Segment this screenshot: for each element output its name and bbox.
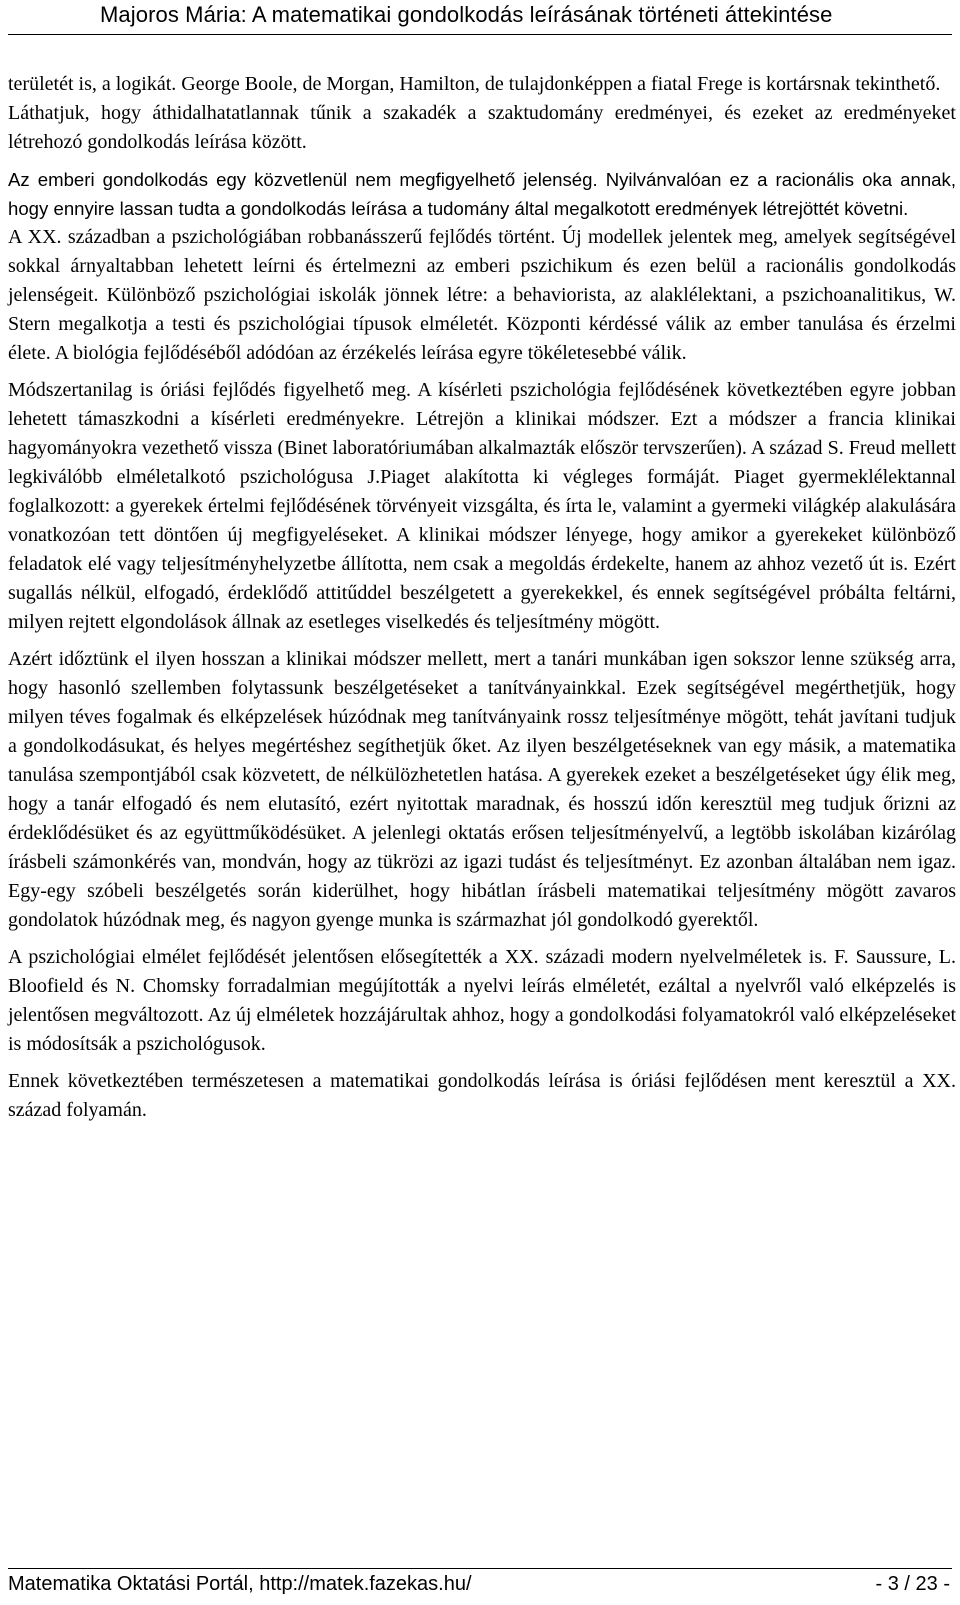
paragraph-3-highlight: Az emberi gondolkodás egy közvetlenül nem megfigyelhető jelenség. Nyilvánvalóan ez a racionális oka annak, hogy ennyire lassan tudta a gondolkodás leírása a tudomány által megalkotott eredmények létrejöttét követni.: [8, 169, 956, 219]
paragraph-5: Módszertanilag is óriási fejlődés figyelhető meg. A kísérleti pszichológia fejlődésének következtében egyre jobban lehetett támaszkodni a kísérleti eredményekre. Létrejön a klinikai módszer. Ezt a módszer a francia klinikai hagyományokra vezethető vissza (Binet laboratóriumában alkalmazták először tervszerűen). A század S. Freud mellett legkiválóbb elméletalkotó pszichológusa J.Piaget alakította ki végleges formáját. Piaget gyermeklélektannal foglalkozott: a gyerekek értelmi fejlődésének törvényeit vizsgálta, és írta le, valamint a gyermeki világkép alakulására vonatkozóan tett döntően új megfigyeléseket. A klinikai módszer lényege, hogy amikor a gyerekeket különböző feladatok elé vagy teljesítményhelyzetbe állította, nem csak a megoldás érdekelte, hanem az ahhoz vezető út is. Ezért sugallás nélkül, elfogadó, érdeklődő attitűddel beszélgetett a gyerekekkel, és ennek segítségével próbálta feltárni, milyen rejtett elgondolások állnak az esetleges viselkedés és teljesítmény mögött.: [8, 379, 956, 633]
footer-portal-link[interactable]: Matematika Oktatási Portál, http://matek.fazekas.hu/: [8, 1573, 472, 1595]
page-header: [0, 0, 960, 40]
footer-divider: [8, 1568, 952, 1569]
page-number: - 3 / 23 -: [875, 1573, 950, 1595]
document-title: Majoros Mária: A matematikai gondolkodás leírásának történeti áttekintése: [100, 2, 833, 27]
document-body: [8, 70, 956, 1133]
header-divider: [8, 34, 952, 35]
paragraph-7: A pszichológiai elmélet fejlődését jelentősen elősegítették a XX. századi modern nyelvelméletek is. F. Saussure, L. Bloofield és N. Chomsky forradalmian megújították a nyelvi leírás elméletét, ezáltal a nyelvről való elképzelés is jelentősen megváltozott. Az új elméletek hozzájárultak ahhoz, hogy a gondolkodási folyamatokról való elképzeléseket is módosítsák a pszichológusok.: [8, 946, 956, 1055]
paragraph-2: Láthatjuk, hogy áthidalhatatlannak tűnik a szakadék a szaktudomány eredményei, és ezeket az eredményeket létrehozó gondolkodás leírása között.: [8, 102, 956, 153]
page-footer: [0, 1560, 960, 1605]
paragraph-1: területét is, a logikát. George Boole, de Morgan, Hamilton, de tulajdonképpen a fiatal Frege is kortársnak tekinthető.: [8, 73, 941, 95]
paragraph-8: Ennek következtében természetesen a matematikai gondolkodás leírása is óriási fejlődésen ment keresztül a XX. század folyamán.: [8, 1070, 956, 1121]
paragraph-4: A XX. században a pszichológiában robbanásszerű fejlődés történt. Új modellek jelentek meg, amelyek segítségével sokkal árnyaltabban lehetett leírni és értelmezni az emberi pszichikum és ezen belül a racionális gondolkodás jelenségeit. Különböző pszichológiai iskolák jönnek létre: a behaviorista, az alaklélektani, a pszichoanalitikus, W. Stern megalkotja a testi és pszichológiai típusok elméletét. Központi kérdéssé válik az ember tanulása és érzelmi élete. A biológia fejlődéséből adódóan az érzékelés leírása egyre tökéletesebbé válik.: [8, 226, 956, 364]
paragraph-6: Azért időztünk el ilyen hosszan a klinikai módszer mellett, mert a tanári munkában igen sokszor lenne szükség arra, hogy hasonló szellemben folytassunk beszélgetéseket a tanítványainkkal. Ezek segítségével megérthetjük, hogy milyen téves fogalmak és elképzelések húzódnak meg tanítványaink rossz teljesítménye mögött, tehát javítani tudjuk a gondolkodásukat, és helyes megértéshez segíthetjük őket. Az ilyen beszélgetéseknek van egy másik, a matematika tanulása szempontjából csak közvetett, de nélkülözhetetlen hatása. A gyerekek ezeket a beszélgetéseket úgy élik meg, hogy a tanár elfogadó és nem elutasító, ezért nyitottak maradnak, és hosszú időn keresztül meg tudjuk őrizni az érdeklődésüket és az együttműködésüket. A jelenlegi oktatás erősen teljesítményelvű, a legtöbb iskolában kizárólag írásbeli számonkérés van, mondván, hogy az tükrözi az igazi tudást és teljesítményt. Ez azonban általában nem igaz. Egy-egy szóbeli beszélgetés során kiderülhet, hogy hibátlan írásbeli matematikai teljesítmény mögött zavaros gondolatok húzódnak meg, és nagyon gyenge munka is származhat jól gondolkodó gyerektől.: [8, 648, 956, 931]
